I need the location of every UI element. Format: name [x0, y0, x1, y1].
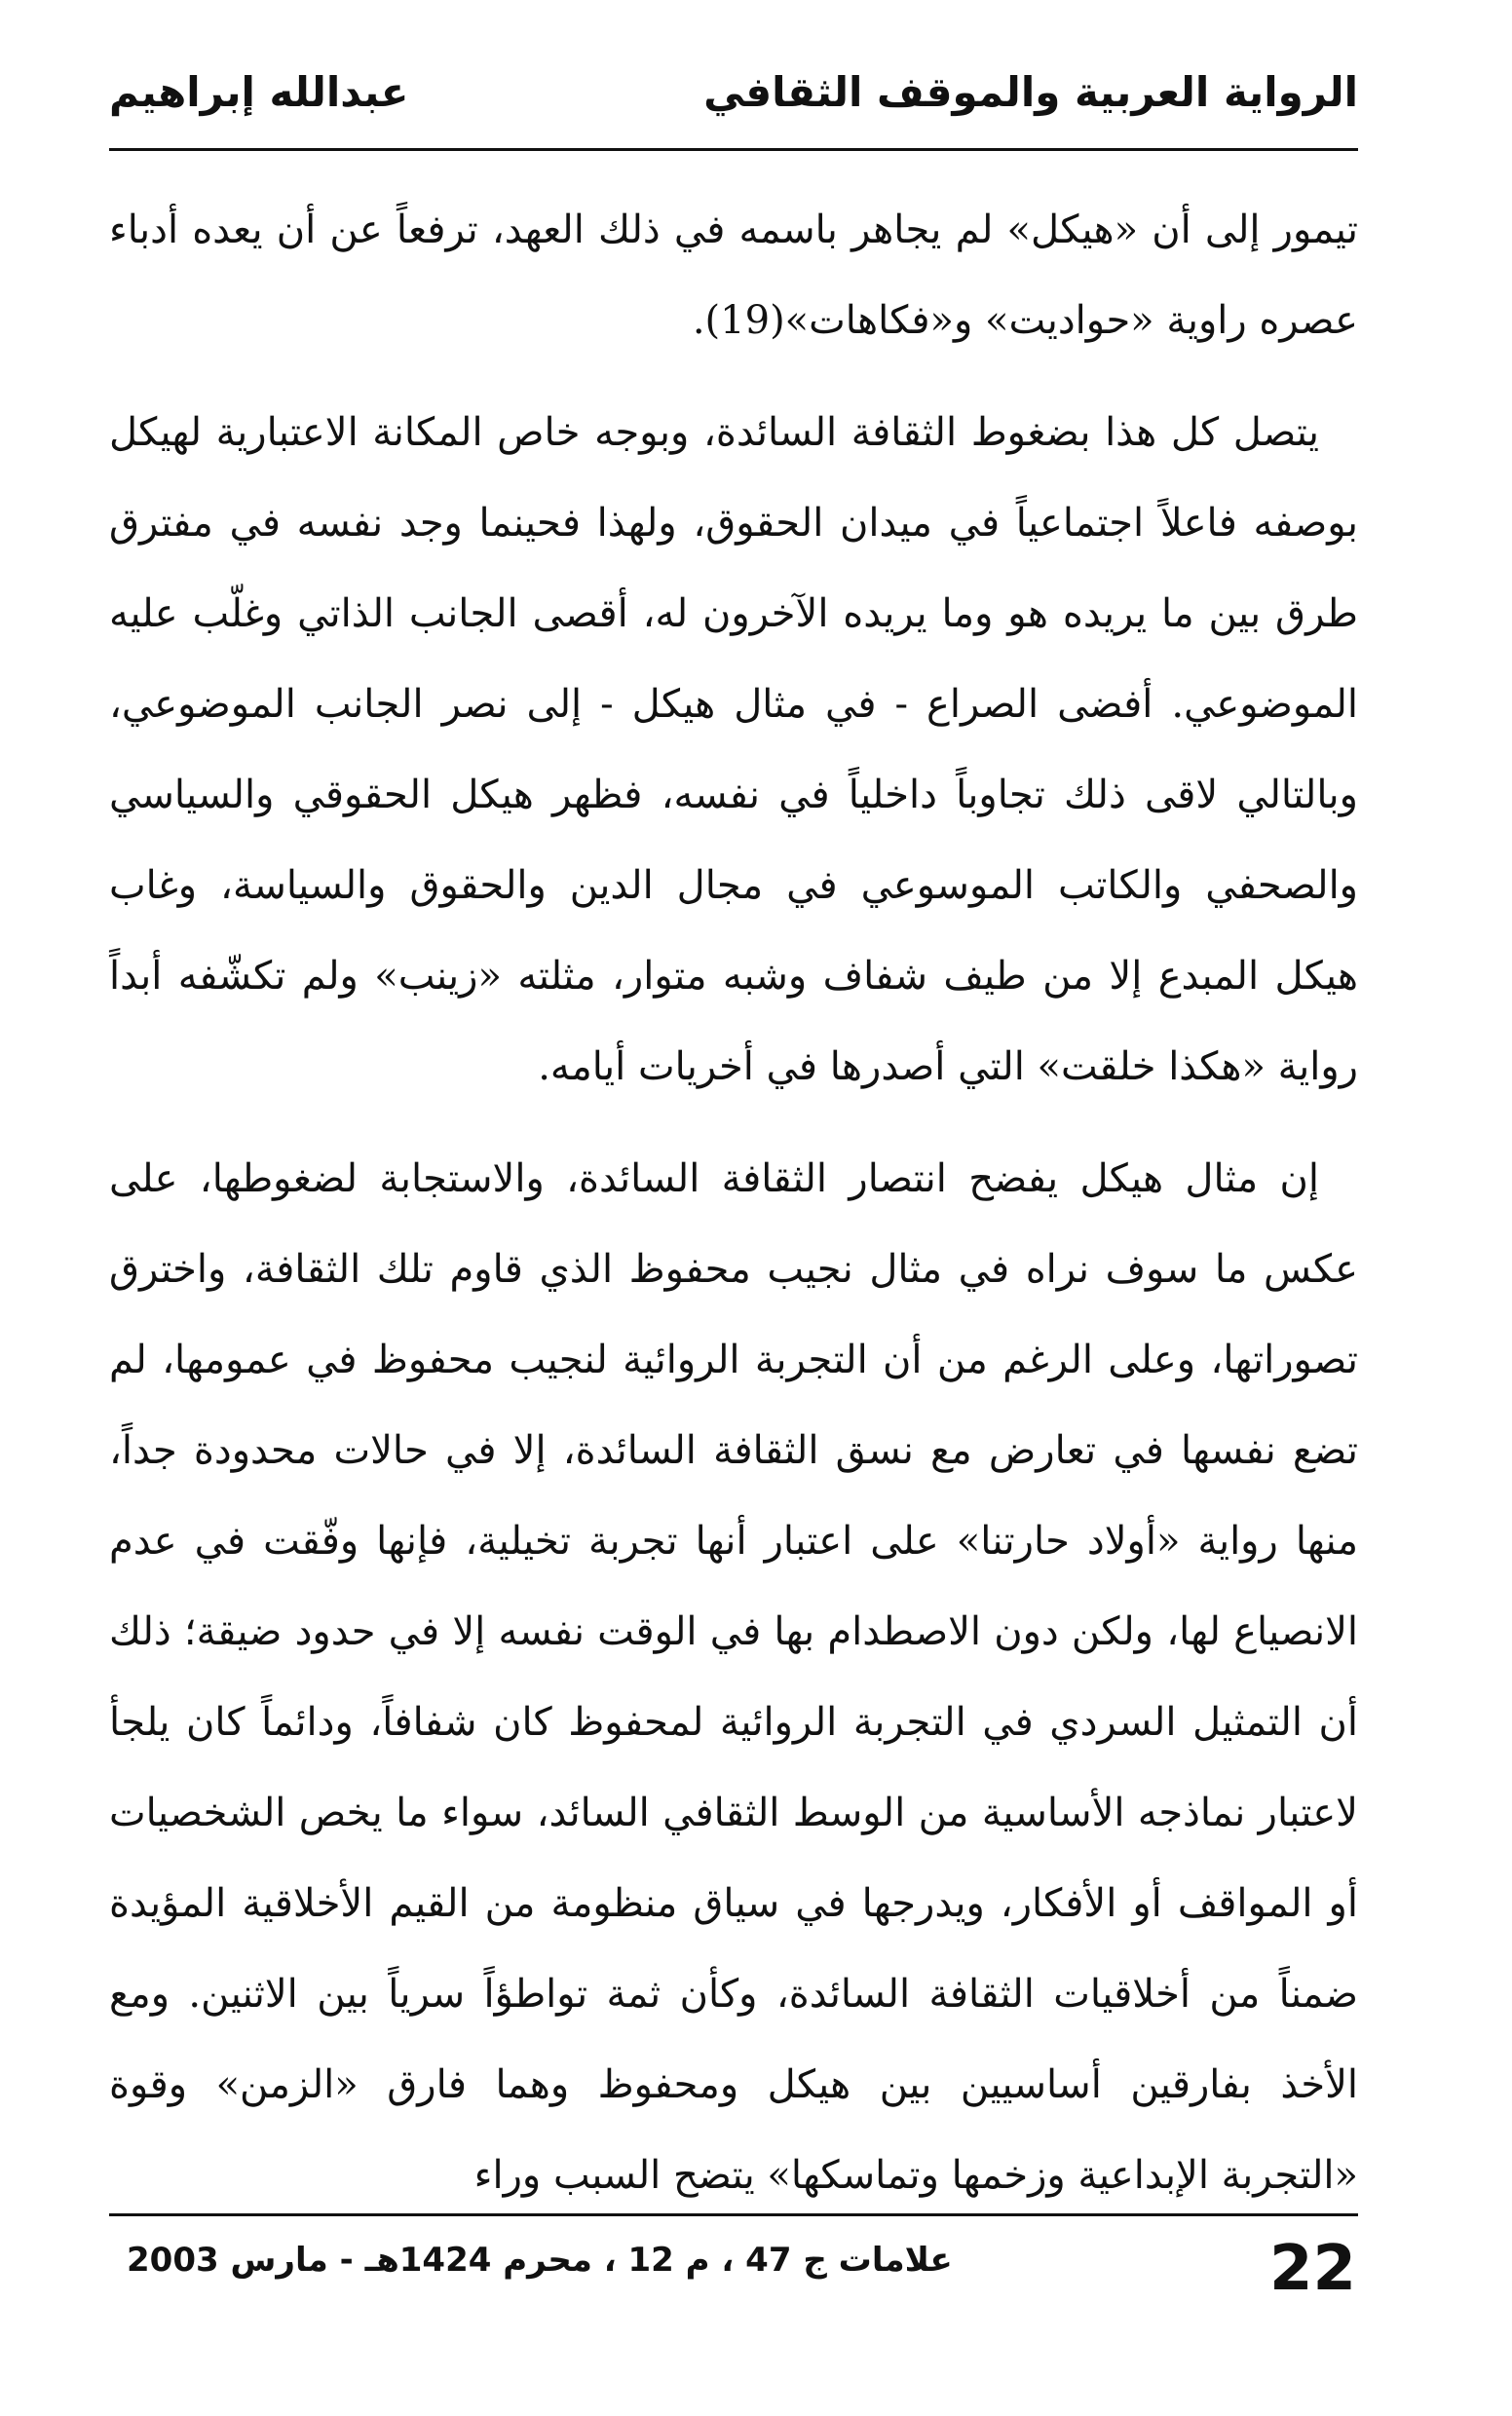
footer-divider: [109, 2213, 1358, 2216]
journal-info: علامات ج 47 ، م 12 ، محرم 1424هـ - مارس 2003: [127, 2241, 953, 2280]
author-name: عبدالله إبراهيم: [109, 68, 409, 116]
paragraph: إن مثال هيكل يفضح انتصار الثقافة السائدة، والاستجابة لضغوطها، على عكس ما سوف نراه في مثال نجيب محفوظ الذي قاوم تلك الثقافة، واخترق تصوراتها، وعلى الرغم من أن التجربة الروائية لنجيب محفوظ في عمومها، لم تضع نفسها في تعارض مع نسق الثقافة السائدة، إلا في حالات محدودة جداً، منها رواية «أولاد حارتنا» على اعتبار أنها تجربة تخيلية، فإنها وفّقت في عدم الانصياع لها، ولكن دون الاصطدام بها في الوقت نفسه إلا في حدود ضيقة؛ ذلك أن التمثيل السردي في التجربة الروائية لمحفوظ كان شفافاً، ودائماً كان يلجأ لاعتبار نماذجه الأساسية من الوسط الثقافي السائد، سواء ما يخص الشخصيات أو المواقف أو الأفكار، ويدرجها في سياق منظومة من القيم الأخلاقية المؤيدة ضمناً من أخلاقيات الثقافة السائدة، وكأن ثمة تواطؤاً سرياً بين الاثنين. ومع الأخذ بفارقين أساسيين بين هيكل ومحفوظ وهما فارق «الزمن» وقوة «التجربة الإبداعية وزخمها وتماسكها» يتضح السبب وراء: [109, 1156, 1358, 2198]
page-number: 22: [1268, 2233, 1356, 2305]
paragraph: يتصل كل هذا بضغوط الثقافة السائدة، وبوجه خاص المكانة الاعتبارية لهيكل بوصفه فاعلاً اجتماعياً في ميدان الحقوق، ولهذا فحينما وجد نفسه في مفترق طرق بين ما يريده هو وما يريده الآخرون له، أقصى الجانب الذاتي وغلّب عليه الموضوعي. أفضى الصراع - في مثال هيكل - إلى نصر الجانب الموضوعي، وبالتالي لاقى ذلك تجاوباً داخلياً في نفسه، فظهر هيكل الحقوقي والسياسي والصحفي والكاتب الموسوعي في مجال الدين والحقوق والسياسة، وغاب هيكل المبدع إلا من طيف شفاف وشبه متوار، مثلته «زينب» ولم تكشّفه أبداً رواية «هكذا خلقت» التي أصدرها في أخريات أيامه.: [109, 410, 1359, 1089]
running-header: [109, 58, 1358, 151]
paragraph: تيمور إلى أن «هيكل» لم يجاهر باسمه في ذلك العهد، ترفعاً عن أن يعده أدباء عصره راوية «حواديت» و«فكاهات»(19).: [109, 208, 1358, 343]
body-text: [109, 185, 1358, 2243]
book-title: الرواية العربية والموقف الثقافي: [703, 68, 1358, 116]
